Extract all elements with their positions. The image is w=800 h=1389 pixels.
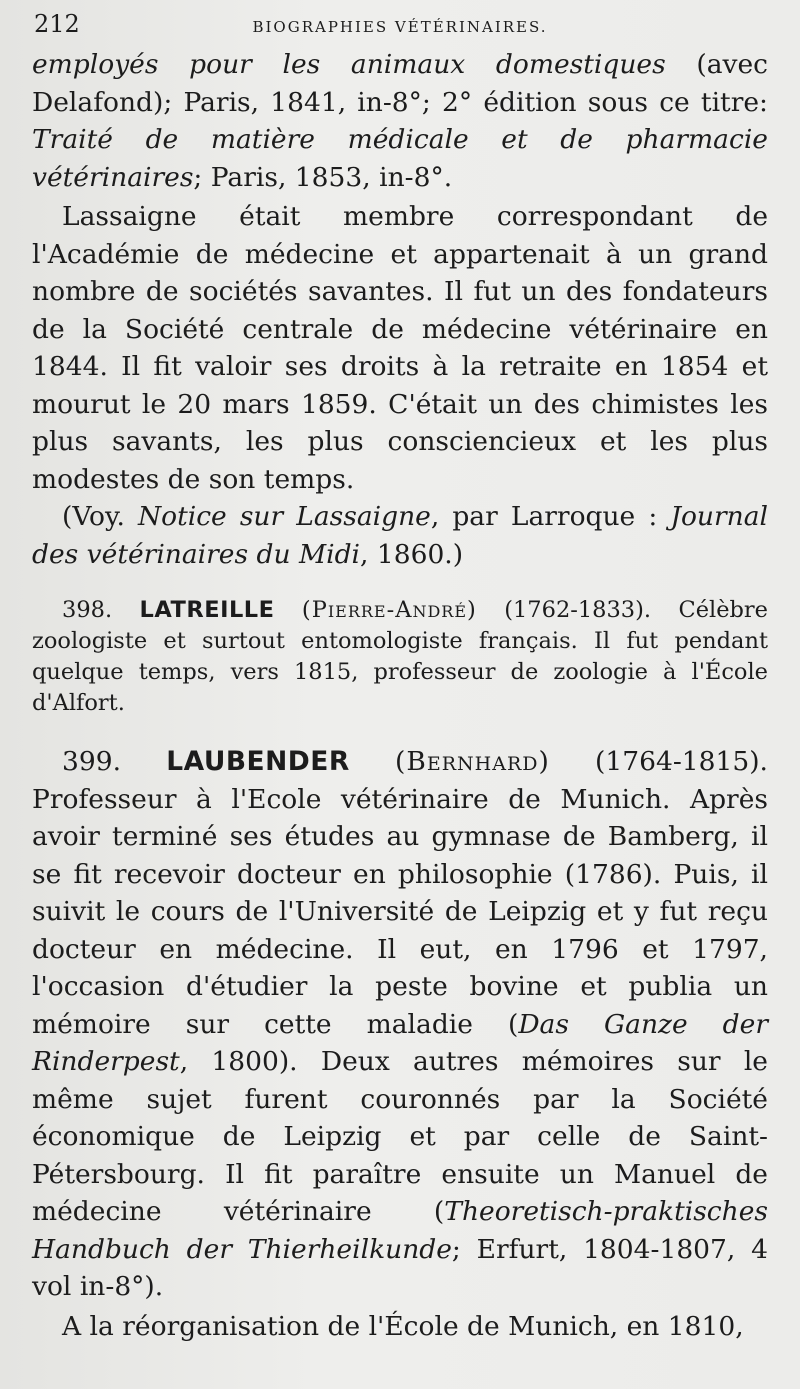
italic-title: Notice sur Lassaigne [137, 501, 431, 532]
italic-title: Journal des vétérinaires du Midi [32, 501, 768, 570]
page-header [32, 0, 768, 46]
entry-text: (1762-1833). Célèbre zoologiste et surtout entomologiste français. Il fut pendant quelque temps, vers 1815, professeur de zoologie à l'École d'Alfort. [32, 597, 768, 716]
italic-title: Traité de matière médicale et de pharmacie vétérinaires [32, 124, 768, 193]
italic-text: employés pour les animaux domestiques [32, 49, 666, 80]
paragraph-reference [32, 498, 768, 573]
entry-name: LAUBENDER [166, 746, 350, 777]
paragraph-lassaigne: Lassaigne était membre correspondant de l'Académie de médecine et appartenait à un grand nombre de sociétés savantes. Il fut un des fondateurs de la Société centrale de médecine vétérinaire en 1844. Il fit valoir ses droits à la retraite en 1854 et mourut le 20 mars 1859. C'était un des chimistes les plus savants, les plus consciencieux et les plus modestes de son temps. [32, 201, 768, 495]
entry-text: , 1800). Deux autres mémoires sur le même sujet furent couronnés par la Société économique de Leipzig et par celle de Saint-Pétersbourg. Il fit paraître ensuite un Manuel de médecine vétérinaire ( [32, 1046, 768, 1227]
entry-number: 399. [62, 746, 122, 777]
entry-text: (1764-1815). Professeur à l'Ecole vétérinaire de Munich. Après avoir terminé ses études au gymnase de Bamberg, il se fit recevoir docteur en philosophie (1786). Puis, il suivit le cours de l'Université de Leipzig et y fut reçu docteur en médecine. Il eut, en 1796 et 1797, l'occasion d'étudier la peste bovine et publia un mémoire sur cette maladie ( [32, 746, 768, 1040]
entry-given-names: (Pierre-André) [301, 597, 477, 623]
running-title: BIOGRAPHIES VÉTÉRINAIRES. [252, 18, 548, 36]
entry-text: ; Erfurt, 1804-1807, 4 vol in-8°). [32, 1233, 768, 1302]
text-run: (Voy. [62, 501, 138, 532]
paragraph-continued [32, 46, 768, 196]
paragraph-last-line: A la réorganisation de l'École de Munich, en 1810, [62, 1310, 744, 1342]
page-number: 212 [34, 10, 80, 38]
text-run: ; Paris, 1853, in-8°. [193, 161, 453, 193]
italic-title: Theoretisch-praktisches Handbuch der Thierheilkunde [32, 1196, 768, 1265]
italic-title: Das Ganze der Rinderpest [32, 1008, 768, 1077]
entry-name: LATREILLE [139, 597, 275, 623]
text-run: (avec Delafond); Paris, 1841, in-8°; 2° édition sous ce titre: [32, 49, 768, 118]
entry-399 [32, 743, 768, 1306]
text-run: , par Larroque : [430, 501, 671, 532]
text-run: , 1860.) [360, 538, 464, 570]
entry-398 [32, 595, 768, 719]
entry-number: 398. [62, 597, 113, 623]
entry-given-names: (Bernhard) [395, 746, 550, 777]
